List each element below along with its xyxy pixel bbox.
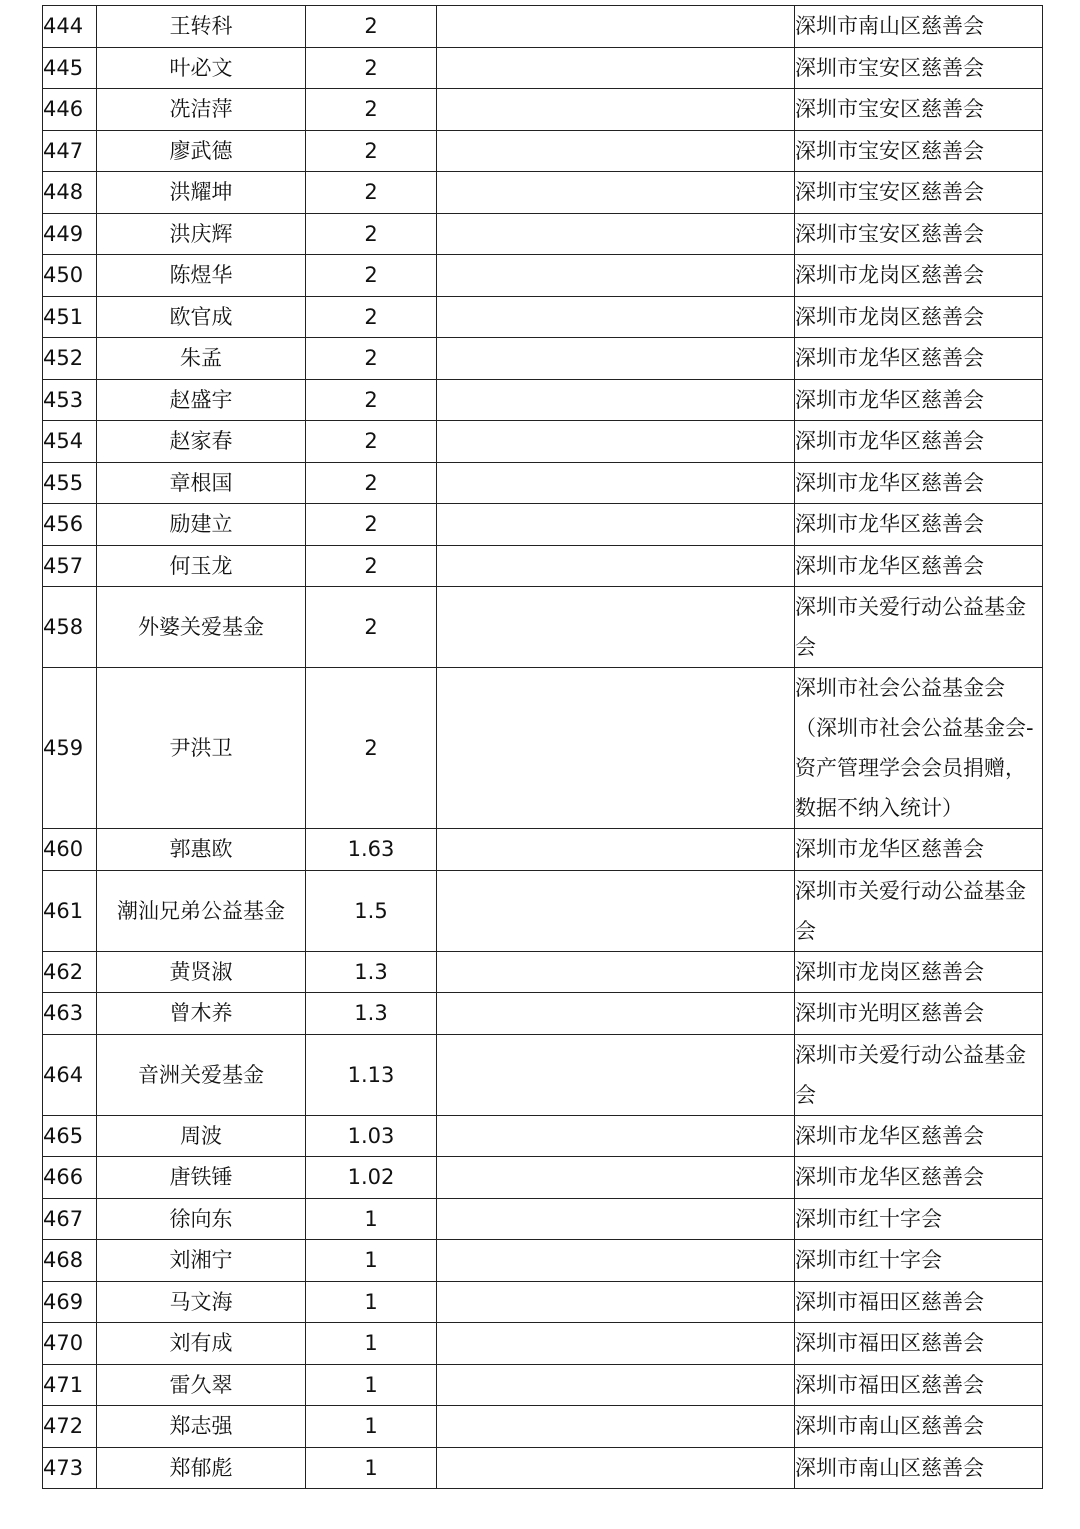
recipient-organization: 深圳市福田区慈善会 (795, 1323, 1043, 1365)
recipient-organization: 深圳市龙华区慈善会 (795, 462, 1043, 504)
row-index: 445 (43, 47, 97, 89)
donation-amount: 1.02 (306, 1157, 437, 1199)
row-index: 454 (43, 421, 97, 463)
row-index: 461 (43, 870, 97, 951)
row-index: 457 (43, 545, 97, 587)
recipient-organization: 深圳市关爱行动公益基金会 (795, 870, 1043, 951)
table-row (43, 462, 1043, 504)
table-row (43, 379, 1043, 421)
donation-amount: 2 (306, 172, 437, 214)
table-row (43, 1447, 1043, 1489)
donor-name: 徐向东 (97, 1198, 306, 1240)
donor-name: 章根国 (97, 462, 306, 504)
note-cell (437, 379, 795, 421)
recipient-organization: 深圳市南山区慈善会 (795, 1406, 1043, 1448)
row-index: 451 (43, 296, 97, 338)
note-cell (437, 338, 795, 380)
donation-amount: 2 (306, 504, 437, 546)
note-cell (437, 296, 795, 338)
recipient-organization: 深圳市红十字会 (795, 1240, 1043, 1282)
note-cell (437, 1115, 795, 1157)
note-cell (437, 951, 795, 993)
donation-amount: 1.63 (306, 829, 437, 871)
donation-amount: 2 (306, 213, 437, 255)
recipient-organization: 深圳市龙华区慈善会 (795, 1115, 1043, 1157)
note-cell (437, 421, 795, 463)
donor-name: 曾木养 (97, 993, 306, 1035)
recipient-organization: 深圳市龙岗区慈善会 (795, 951, 1043, 993)
table-row (43, 545, 1043, 587)
table-row (43, 1198, 1043, 1240)
donor-name: 叶必文 (97, 47, 306, 89)
donor-name: 赵家春 (97, 421, 306, 463)
row-index: 470 (43, 1323, 97, 1365)
table-row (43, 1281, 1043, 1323)
recipient-organization: 深圳市关爱行动公益基金会 (795, 587, 1043, 668)
donation-amount: 1 (306, 1323, 437, 1365)
recipient-organization: 深圳市宝安区慈善会 (795, 130, 1043, 172)
note-cell (437, 1281, 795, 1323)
row-index: 455 (43, 462, 97, 504)
table-row (43, 255, 1043, 297)
row-index: 449 (43, 213, 97, 255)
note-cell (437, 993, 795, 1035)
recipient-organization: 深圳市福田区慈善会 (795, 1364, 1043, 1406)
row-index: 450 (43, 255, 97, 297)
donor-name: 唐铁锤 (97, 1157, 306, 1199)
row-index: 467 (43, 1198, 97, 1240)
donation-amount: 2 (306, 462, 437, 504)
recipient-organization: 深圳市龙岗区慈善会 (795, 296, 1043, 338)
note-cell (437, 1406, 795, 1448)
donor-name: 励建立 (97, 504, 306, 546)
donation-amount: 2 (306, 89, 437, 131)
donor-name: 郑志强 (97, 1406, 306, 1448)
donor-name: 欧官成 (97, 296, 306, 338)
donation-amount: 1 (306, 1406, 437, 1448)
recipient-organization: 深圳市宝安区慈善会 (795, 213, 1043, 255)
note-cell (437, 1034, 795, 1115)
donor-name: 周波 (97, 1115, 306, 1157)
table-row (43, 951, 1043, 993)
row-index: 472 (43, 1406, 97, 1448)
donor-name: 何玉龙 (97, 545, 306, 587)
note-cell (437, 1447, 795, 1489)
recipient-organization: 深圳市福田区慈善会 (795, 1281, 1043, 1323)
note-cell (437, 130, 795, 172)
table-row (43, 504, 1043, 546)
recipient-organization: 深圳市龙岗区慈善会 (795, 255, 1043, 297)
donation-amount: 1.5 (306, 870, 437, 951)
recipient-organization: 深圳市红十字会 (795, 1198, 1043, 1240)
donor-name: 郑郁彪 (97, 1447, 306, 1489)
note-cell (437, 1198, 795, 1240)
row-index: 462 (43, 951, 97, 993)
recipient-organization: 深圳市龙华区慈善会 (795, 338, 1043, 380)
recipient-organization: 深圳市南山区慈善会 (795, 6, 1043, 48)
table-row (43, 172, 1043, 214)
recipient-organization: 深圳市龙华区慈善会 (795, 504, 1043, 546)
donation-amount: 2 (306, 587, 437, 668)
donor-name: 陈煜华 (97, 255, 306, 297)
donation-amount: 1 (306, 1198, 437, 1240)
donation-amount: 2 (306, 668, 437, 829)
table-row (43, 668, 1043, 829)
table-row (43, 993, 1043, 1035)
note-cell (437, 1240, 795, 1282)
donor-name: 刘有成 (97, 1323, 306, 1365)
table-row (43, 870, 1043, 951)
recipient-organization: 深圳市光明区慈善会 (795, 993, 1043, 1035)
table-row (43, 296, 1043, 338)
recipient-organization: 深圳市宝安区慈善会 (795, 47, 1043, 89)
row-index: 446 (43, 89, 97, 131)
donor-name: 潮汕兄弟公益基金 (97, 870, 306, 951)
table-row (43, 1406, 1043, 1448)
note-cell (437, 1364, 795, 1406)
donor-name: 赵盛宇 (97, 379, 306, 421)
donor-table (42, 5, 1043, 1489)
donor-name: 郭惠欧 (97, 829, 306, 871)
row-index: 444 (43, 6, 97, 48)
donation-amount: 2 (306, 6, 437, 48)
donor-name: 黄贤淑 (97, 951, 306, 993)
recipient-organization: 深圳市龙华区慈善会 (795, 379, 1043, 421)
note-cell (437, 1157, 795, 1199)
donation-amount: 1.3 (306, 993, 437, 1035)
donor-name: 洪庆辉 (97, 213, 306, 255)
note-cell (437, 213, 795, 255)
donation-amount: 1.13 (306, 1034, 437, 1115)
recipient-organization: 深圳市龙华区慈善会 (795, 829, 1043, 871)
table-row (43, 1115, 1043, 1157)
row-index: 469 (43, 1281, 97, 1323)
table-row (43, 130, 1043, 172)
row-index: 453 (43, 379, 97, 421)
donor-name: 尹洪卫 (97, 668, 306, 829)
table-row (43, 1240, 1043, 1282)
row-index: 458 (43, 587, 97, 668)
donation-amount: 2 (306, 338, 437, 380)
donation-amount: 1.3 (306, 951, 437, 993)
note-cell (437, 870, 795, 951)
recipient-organization: 深圳市南山区慈善会 (795, 1447, 1043, 1489)
note-cell (437, 668, 795, 829)
donor-name: 冼洁萍 (97, 89, 306, 131)
row-index: 471 (43, 1364, 97, 1406)
donor-name: 廖武德 (97, 130, 306, 172)
donor-name: 朱孟 (97, 338, 306, 380)
note-cell (437, 587, 795, 668)
donor-table-body (43, 6, 1043, 1489)
row-index: 452 (43, 338, 97, 380)
row-index: 460 (43, 829, 97, 871)
note-cell (437, 545, 795, 587)
donor-name: 刘湘宁 (97, 1240, 306, 1282)
table-row (43, 1323, 1043, 1365)
table-row (43, 213, 1043, 255)
table-row (43, 47, 1043, 89)
recipient-organization: 深圳市龙华区慈善会 (795, 545, 1043, 587)
recipient-organization: 深圳市关爱行动公益基金会 (795, 1034, 1043, 1115)
row-index: 459 (43, 668, 97, 829)
table-row (43, 1364, 1043, 1406)
row-index: 465 (43, 1115, 97, 1157)
table-row (43, 1157, 1043, 1199)
table-row (43, 1034, 1043, 1115)
donor-name: 王转科 (97, 6, 306, 48)
donation-amount: 1 (306, 1447, 437, 1489)
recipient-organization: 深圳市宝安区慈善会 (795, 89, 1043, 131)
table-row (43, 6, 1043, 48)
row-index: 448 (43, 172, 97, 214)
donation-amount: 2 (306, 296, 437, 338)
note-cell (437, 504, 795, 546)
note-cell (437, 255, 795, 297)
row-index: 447 (43, 130, 97, 172)
table-row (43, 587, 1043, 668)
note-cell (437, 462, 795, 504)
donation-amount: 2 (306, 130, 437, 172)
note-cell (437, 172, 795, 214)
donation-amount: 2 (306, 47, 437, 89)
donation-amount: 2 (306, 421, 437, 463)
row-index: 468 (43, 1240, 97, 1282)
donor-name: 音洲关爱基金 (97, 1034, 306, 1115)
note-cell (437, 6, 795, 48)
note-cell (437, 1323, 795, 1365)
row-index: 463 (43, 993, 97, 1035)
recipient-organization: 深圳市龙华区慈善会 (795, 421, 1043, 463)
note-cell (437, 829, 795, 871)
recipient-organization: 深圳市社会公益基金会（深圳市社会公益基金会-资产管理学会会员捐赠，数据不纳入统计） (795, 668, 1043, 829)
recipient-organization: 深圳市宝安区慈善会 (795, 172, 1043, 214)
row-index: 464 (43, 1034, 97, 1115)
note-cell (437, 89, 795, 131)
donation-amount: 1 (306, 1281, 437, 1323)
row-index: 473 (43, 1447, 97, 1489)
table-row (43, 829, 1043, 871)
donor-name: 外婆关爱基金 (97, 587, 306, 668)
donation-amount: 1 (306, 1364, 437, 1406)
donor-name: 马文海 (97, 1281, 306, 1323)
table-row (43, 89, 1043, 131)
donation-amount: 2 (306, 379, 437, 421)
donation-amount: 1 (306, 1240, 437, 1282)
row-index: 466 (43, 1157, 97, 1199)
note-cell (437, 47, 795, 89)
donation-amount: 2 (306, 255, 437, 297)
donation-amount: 1.03 (306, 1115, 437, 1157)
recipient-organization: 深圳市龙华区慈善会 (795, 1157, 1043, 1199)
row-index: 456 (43, 504, 97, 546)
donor-name: 洪耀坤 (97, 172, 306, 214)
donation-amount: 2 (306, 545, 437, 587)
table-row (43, 421, 1043, 463)
donor-name: 雷久翠 (97, 1364, 306, 1406)
table-row (43, 338, 1043, 380)
